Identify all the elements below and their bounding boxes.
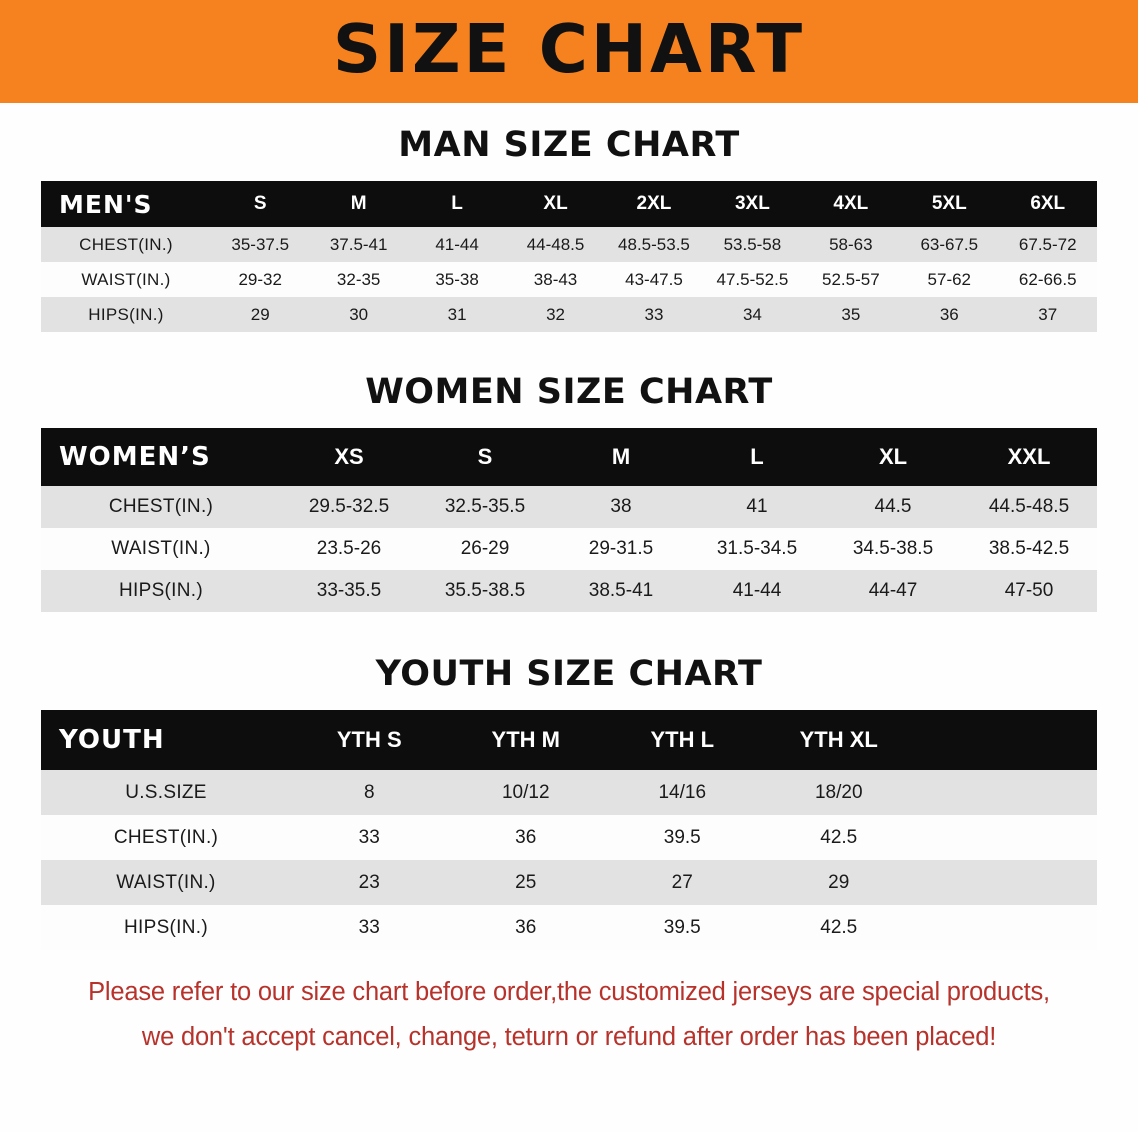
- man-cell: 47.5-52.5: [703, 262, 801, 297]
- youth-cell: 25: [448, 860, 605, 905]
- youth-cell-empty: [917, 905, 1097, 950]
- man-cell: 48.5-53.5: [605, 227, 703, 262]
- man-table-body: [41, 227, 1097, 332]
- man-column-header: 6XL: [1030, 193, 1066, 214]
- man-cell: 58-63: [802, 227, 900, 262]
- order-notice-line-1: Please refer to our size chart before order,the customized jerseys are special products,: [88, 978, 1050, 1006]
- youth-column-header: YTH L: [650, 727, 715, 752]
- man-cell: 32-35: [309, 262, 407, 297]
- man-column-header: L: [451, 193, 463, 214]
- order-notice-line-2: we don't accept cancel, change, teturn or refund after order has been placed!: [141, 1022, 997, 1051]
- man-table-header-row: [41, 181, 1097, 227]
- youth-size-table: [41, 710, 1097, 950]
- man-cell: 37: [999, 297, 1098, 332]
- women-cell: 44.5-48.5: [961, 486, 1097, 528]
- youth-section-title: YOUTH SIZE CHART: [375, 654, 763, 694]
- man-cell: 62-66.5: [999, 262, 1098, 297]
- man-column-header: XL: [543, 193, 568, 214]
- women-header-label: WOMEN’S: [59, 442, 211, 472]
- man-row-label: CHEST(IN.): [41, 227, 211, 262]
- youth-cell: 36: [448, 815, 605, 860]
- table-row: [41, 770, 1097, 815]
- man-size-table: [41, 181, 1097, 332]
- youth-cell: 33: [291, 815, 448, 860]
- youth-column-header: YTH S: [336, 727, 402, 752]
- women-size-table: [41, 428, 1097, 612]
- youth-cell: 18/20: [761, 770, 918, 815]
- table-row: [41, 570, 1097, 612]
- table-row: [41, 227, 1097, 262]
- man-cell: 53.5-58: [703, 227, 801, 262]
- women-cell: 31.5-34.5: [689, 528, 825, 570]
- man-column-header: 4XL: [833, 193, 869, 214]
- women-cell: 41: [689, 486, 825, 528]
- man-cell: 52.5-57: [802, 262, 900, 297]
- women-cell: 38.5-42.5: [961, 528, 1097, 570]
- youth-cell: 39.5: [604, 905, 761, 950]
- man-size-table-container: [41, 181, 1097, 332]
- man-cell: 41-44: [408, 227, 506, 262]
- women-row-label: HIPS(IN.): [41, 570, 281, 612]
- youth-column-header: YTH M: [491, 727, 560, 752]
- man-cell: 35-37.5: [211, 227, 309, 262]
- man-cell: 43-47.5: [605, 262, 703, 297]
- page-title: SIZE CHART: [332, 10, 806, 88]
- women-column-header: XS: [334, 444, 364, 469]
- man-cell: 38-43: [506, 262, 604, 297]
- women-column-header: XL: [878, 444, 908, 469]
- man-cell: 32: [506, 297, 604, 332]
- women-cell: 26-29: [417, 528, 553, 570]
- youth-column-header: YTH XL: [799, 727, 878, 752]
- man-table-head: [41, 181, 1097, 227]
- youth-table-body: [41, 770, 1097, 950]
- youth-cell: 36: [448, 905, 605, 950]
- women-row-label: WAIST(IN.): [41, 528, 281, 570]
- man-column-header: 3XL: [734, 193, 770, 214]
- youth-cell: 33: [291, 905, 448, 950]
- women-column-header: XXL: [1007, 444, 1051, 469]
- man-cell: 34: [703, 297, 801, 332]
- table-row: [41, 297, 1097, 332]
- youth-cell: 14/16: [604, 770, 761, 815]
- table-row: [41, 528, 1097, 570]
- man-column-header: S: [253, 193, 267, 214]
- youth-cell: 42.5: [761, 815, 918, 860]
- order-notice: [39, 970, 1099, 1059]
- man-row-label: HIPS(IN.): [41, 297, 211, 332]
- youth-cell: 39.5: [604, 815, 761, 860]
- man-cell: 67.5-72: [999, 227, 1098, 262]
- youth-row-label: HIPS(IN.): [41, 905, 291, 950]
- women-cell: 44-47: [825, 570, 961, 612]
- man-header-label: MEN'S: [59, 189, 153, 219]
- man-cell: 29: [211, 297, 309, 332]
- women-table-head: [41, 428, 1097, 486]
- youth-cell-empty: [917, 860, 1097, 905]
- youth-row-label: WAIST(IN.): [41, 860, 291, 905]
- page-banner: [0, 0, 1138, 103]
- youth-header-label: YOUTH: [59, 725, 165, 755]
- man-cell: 33: [605, 297, 703, 332]
- man-cell: 36: [900, 297, 998, 332]
- man-cell: 29-32: [211, 262, 309, 297]
- youth-cell: 10/12: [448, 770, 605, 815]
- women-cell: 47-50: [961, 570, 1097, 612]
- women-cell: 29.5-32.5: [281, 486, 417, 528]
- youth-column-header-empty: [917, 710, 1097, 770]
- man-cell: 35: [802, 297, 900, 332]
- women-cell: 34.5-38.5: [825, 528, 961, 570]
- man-cell: 37.5-41: [309, 227, 407, 262]
- youth-cell: 27: [604, 860, 761, 905]
- youth-cell: 29: [761, 860, 918, 905]
- women-table-header-row: [41, 428, 1097, 486]
- man-cell: 57-62: [900, 262, 998, 297]
- man-column-header: M: [350, 193, 367, 214]
- women-table-body: [41, 486, 1097, 612]
- man-column-header: 5XL: [931, 193, 967, 214]
- youth-row-label: U.S.SIZE: [41, 770, 291, 815]
- women-row-label: CHEST(IN.): [41, 486, 281, 528]
- youth-row-label: CHEST(IN.): [41, 815, 291, 860]
- women-size-table-container: [41, 428, 1097, 612]
- youth-cell: 8: [291, 770, 448, 815]
- women-cell: 41-44: [689, 570, 825, 612]
- youth-cell: 42.5: [761, 905, 918, 950]
- women-cell: 44.5: [825, 486, 961, 528]
- table-row: [41, 262, 1097, 297]
- man-cell: 31: [408, 297, 506, 332]
- youth-cell: 23: [291, 860, 448, 905]
- table-row: [41, 486, 1097, 528]
- women-column-header: M: [611, 444, 631, 469]
- table-row: [41, 905, 1097, 950]
- women-column-header: L: [750, 444, 764, 469]
- youth-table-head: [41, 710, 1097, 770]
- man-cell: 30: [309, 297, 407, 332]
- youth-table-header-row: [41, 710, 1097, 770]
- women-cell: 33-35.5: [281, 570, 417, 612]
- women-section-title: WOMEN SIZE CHART: [365, 372, 773, 412]
- women-column-header: S: [477, 444, 493, 469]
- man-row-label: WAIST(IN.): [41, 262, 211, 297]
- man-cell: 63-67.5: [900, 227, 998, 262]
- women-cell: 38: [553, 486, 689, 528]
- women-cell: 32.5-35.5: [417, 486, 553, 528]
- man-column-header: 2XL: [636, 193, 672, 214]
- women-cell: 35.5-38.5: [417, 570, 553, 612]
- women-cell: 29-31.5: [553, 528, 689, 570]
- youth-cell-empty: [917, 770, 1097, 815]
- table-row: [41, 860, 1097, 905]
- women-cell: 23.5-26: [281, 528, 417, 570]
- man-cell: 44-48.5: [506, 227, 604, 262]
- man-section-title: MAN SIZE CHART: [398, 125, 740, 165]
- youth-size-table-container: [41, 710, 1097, 950]
- youth-cell-empty: [917, 815, 1097, 860]
- table-row: [41, 815, 1097, 860]
- man-cell: 35-38: [408, 262, 506, 297]
- women-cell: 38.5-41: [553, 570, 689, 612]
